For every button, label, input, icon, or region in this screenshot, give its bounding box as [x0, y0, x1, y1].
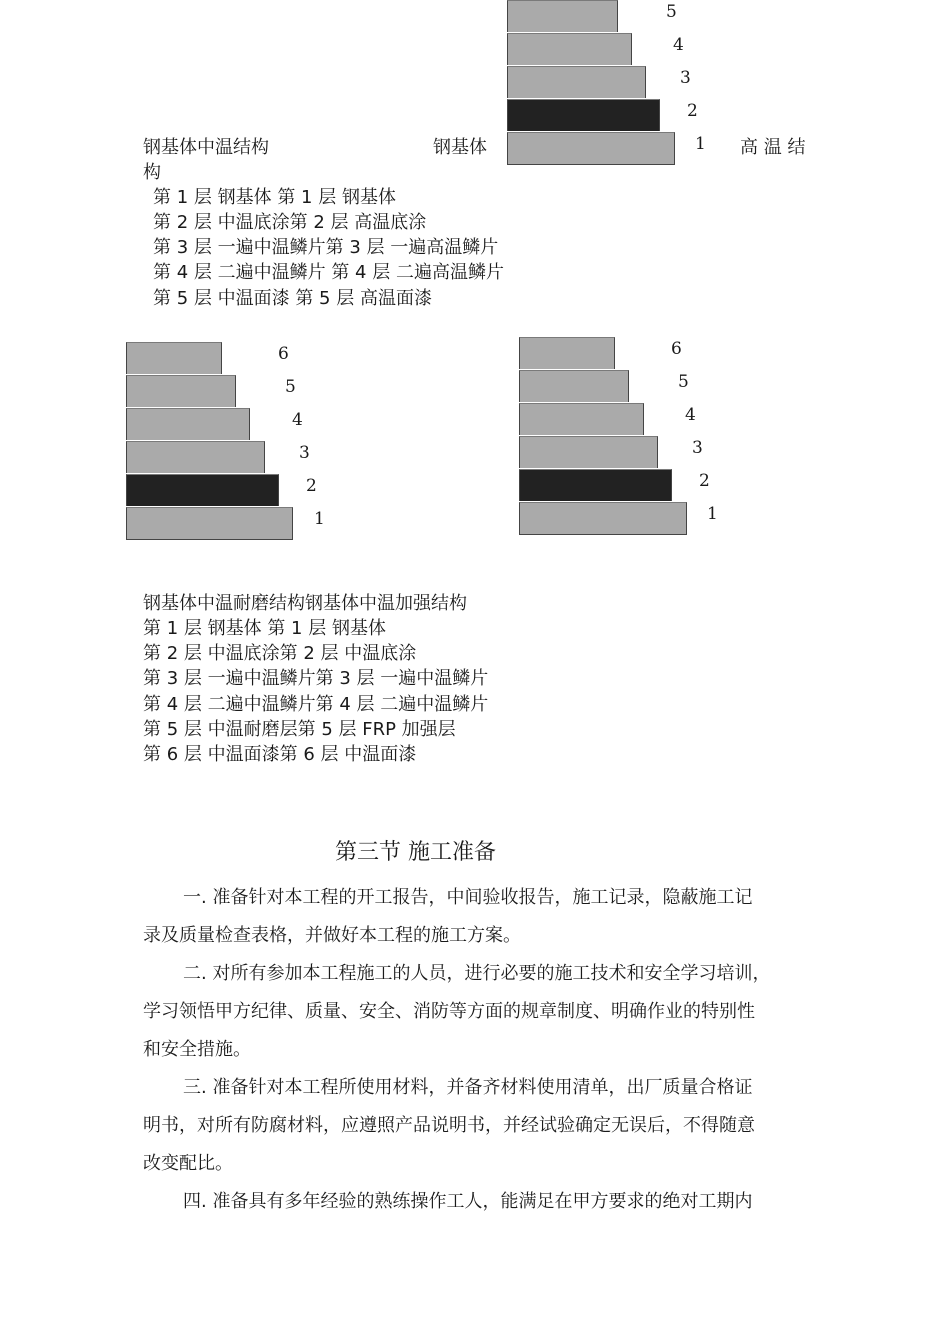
layer-line: 第 5 层 中温耐磨层第 5 层 FRP 加强层	[143, 719, 456, 740]
layer-5	[126, 375, 236, 407]
layer-4	[519, 403, 644, 435]
structure-title-line: 钢基体中温耐磨结构钢基体中温加强结构	[143, 593, 467, 614]
layer-number: 6	[278, 344, 289, 364]
layer-line: 第 2 层 中温底涂第 2 层 高温底涂	[153, 212, 427, 233]
layer-2	[126, 474, 279, 506]
layer-number: 5	[678, 372, 689, 392]
layer-1	[507, 132, 675, 165]
layer-1	[519, 502, 687, 535]
layer-1	[126, 507, 293, 540]
layer-line: 第 1 层 钢基体 第 1 层 钢基体	[153, 187, 396, 208]
layer-line: 第 6 层 中温面漆第 6 层 中温面漆	[143, 744, 417, 765]
layer-line: 第 4 层 二遍中温鳞片 第 4 层 二遍高温鳞片	[153, 262, 504, 283]
paragraph-line: 三. 准备针对本工程所使用材料，并备齐材料使用清单，出厂质量合格证	[183, 1077, 753, 1098]
layer-number: 5	[285, 377, 296, 397]
layer-6	[126, 342, 222, 374]
layer-number: 1	[707, 504, 718, 524]
layer-number: 2	[306, 476, 317, 496]
paragraph-line: 四. 准备具有多年经验的熟练操作工人，能满足在甲方要求的绝对工期内	[183, 1191, 753, 1212]
layer-number: 1	[314, 509, 325, 529]
layer-6	[519, 337, 615, 369]
layer-5	[507, 0, 618, 32]
layer-3	[507, 66, 646, 98]
layer-number: 3	[692, 438, 703, 458]
label-mid-temp-structure: 钢基体中温结构	[143, 137, 269, 158]
layer-4	[507, 33, 632, 65]
layer-number: 5	[666, 2, 677, 22]
layer-2	[507, 99, 660, 131]
layer-line: 第 3 层 一遍中温鳞片第 3 层 一遍高温鳞片	[153, 237, 499, 258]
label-structure-cont: 构	[143, 162, 161, 183]
layer-number: 1	[695, 134, 706, 154]
paragraph-line: 二. 对所有参加本工程施工的人员，进行必要的施工技术和安全学习培训，	[183, 963, 771, 984]
layer-5	[519, 370, 629, 402]
paragraph-line: 录及质量检查表格，并做好本工程的施工方案。	[143, 925, 521, 946]
paragraph-line: 明书，对所有防腐材料，应遵照产品说明书，并经试验确定无误后，不得随意	[143, 1115, 755, 1136]
layer-number: 2	[699, 471, 710, 491]
paragraph-line: 一. 准备针对本工程的开工报告，中间验收报告，施工记录，隐蔽施工记	[183, 887, 753, 908]
paragraph-line: 和安全措施。	[143, 1039, 251, 1060]
label-high-temp-structure: 高 温 结	[740, 137, 806, 158]
layer-3	[126, 441, 265, 473]
layer-number: 2	[687, 101, 698, 121]
layer-line: 第 4 层 二遍中温鳞片第 4 层 二遍中温鳞片	[143, 694, 489, 715]
layer-number: 6	[671, 339, 682, 359]
layer-line: 第 1 层 钢基体 第 1 层 钢基体	[143, 618, 386, 639]
label-steel-base: 钢基体	[433, 137, 487, 158]
section-heading: 第三节 施工准备	[335, 840, 496, 865]
layer-line: 第 5 层 中温面漆 第 5 层 高温面漆	[153, 288, 432, 309]
layer-line: 第 3 层 一遍中温鳞片第 3 层 一遍中温鳞片	[143, 668, 489, 689]
paragraph-line: 学习领悟甲方纪律、质量、安全、消防等方面的规章制度、明确作业的特别性	[143, 1001, 755, 1022]
layer-line: 第 2 层 中温底涂第 2 层 中温底涂	[143, 643, 417, 664]
layer-4	[126, 408, 250, 440]
layer-number: 4	[685, 405, 696, 425]
layer-number: 4	[292, 410, 303, 430]
layer-number: 3	[680, 68, 691, 88]
layer-number: 3	[299, 443, 310, 463]
layer-2	[519, 469, 672, 501]
layer-3	[519, 436, 658, 468]
layer-number: 4	[673, 35, 684, 55]
paragraph-line: 改变配比。	[143, 1153, 233, 1174]
